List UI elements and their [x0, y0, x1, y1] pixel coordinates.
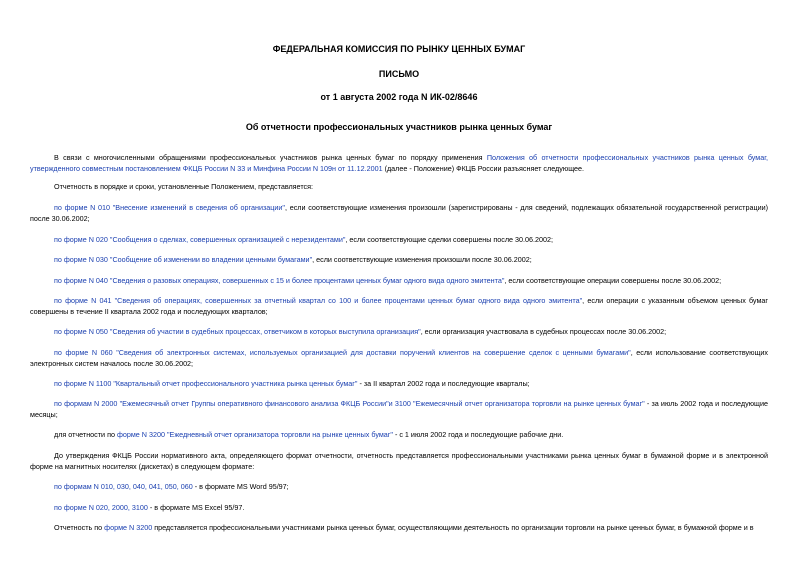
- text: - с 1 июля 2002 года и последующие рабочие дни.: [392, 430, 564, 439]
- text: для отчетности по: [54, 430, 117, 439]
- form-040-link[interactable]: по форме N 040 "Сведения о разовых операциях, совершенных с 15 и более процентами ценных бумаг одного вида одного эмитента": [54, 276, 505, 285]
- text: , если соответствующие сделки совершены после 30.06.2002;: [345, 235, 553, 244]
- paragraph-form-3200: [30, 522, 768, 533]
- form-3200-link[interactable]: форме N 3200 "Ежедневный отчет организатора торговли на рынке ценных бумаг": [116, 430, 393, 439]
- agency-title: ФЕДЕРАЛЬНАЯ КОМИССИЯ ПО РЫНКУ ЦЕННЫХ БУМАГ: [272, 44, 526, 54]
- doc-subject: Об отчетности профессиональных участников рынка ценных бумаг: [245, 122, 553, 132]
- item-form-3200: [30, 429, 768, 440]
- doc-date-number: от 1 августа 2002 года N ИК-02/8646: [320, 92, 478, 102]
- item-form-020: [30, 234, 768, 245]
- form-020-link[interactable]: по форме N 020 "Сообщения о сделках, совершенных организацией с нерезидентами": [54, 235, 346, 244]
- item-form-041: [30, 295, 768, 317]
- text: В связи с многочисленными обращениями профессиональных участников рынка ценных бумаг по порядку применения: [54, 153, 483, 162]
- text: , если операции с указанным объемом ценных бумаг совершены в течение II квартала 2002 года и последующих кварталов;: [30, 296, 768, 316]
- doc-type: ПИСЬМО: [378, 69, 420, 79]
- item-form-060: [30, 347, 768, 369]
- text: - в формате MS Word 95/97;: [192, 482, 289, 491]
- excel-forms-link[interactable]: по форме N 020, 2000, 3100: [54, 503, 148, 512]
- item-form-010: [30, 202, 768, 224]
- item-form-050: [30, 326, 768, 337]
- text: , если соответствующие операции совершены после 30.06.2002;: [504, 276, 722, 285]
- text: - в формате MS Excel 95/97.: [147, 503, 245, 512]
- text: , если соответствующие изменения произошли после 30.06.2002;: [312, 255, 532, 264]
- regulation-link[interactable]: Положения об отчетности профессиональных участников рынка ценных бумаг, утвержденного совместным постановлением ФКЦБ России N 33 и Минфина России N 109н от 11.12.2001: [30, 153, 768, 173]
- form-2000-3100-link[interactable]: по формам N 2000 "Ежемесячный отчет Группы оперативного финансового анализа ФКЦБ России"и 3100 "Ежемесячный отчет организатора торговли на рынке ценных бумаг": [54, 399, 645, 408]
- paragraph-format: До утверждения ФКЦБ России нормативного акта, определяющего формат отчетности, отчетность представляется профессиональными участниками рынка ценных бумаг в бумажной форме и в электронной форме на магнитных носителях (дискетах) в следующем формате:: [30, 451, 768, 471]
- item-form-1100: [30, 378, 768, 389]
- text: , если соответствующие изменения произошли (зарегистрированы - для сведений, подлежащих обязательной государственной регистрации) после 30.06.2002;: [30, 203, 768, 223]
- text: - за июль 2002 года и последующие месяцы;: [30, 399, 768, 419]
- text: , если использование соответствующих электронных систем началось после 30.06.2002;: [30, 348, 768, 368]
- text: (далее - Положение) ФКЦБ России разъясняет следующее.: [384, 164, 585, 173]
- paragraph-schedule: Отчетность в порядке и сроки, установленные Положением, представляется:: [54, 182, 314, 191]
- form-3200-link-2[interactable]: форме N 3200: [104, 523, 153, 532]
- form-041-link[interactable]: по форме N 041 "Сведения об операциях, совершенных за отчетный квартал со 100 и более процентами ценных бумаг одного вида одного эмитента": [54, 296, 583, 305]
- text: - за II квартал 2002 года и последующие кварталы;: [357, 379, 530, 388]
- item-form-2000-3100: [30, 398, 768, 420]
- word-forms-link[interactable]: по формам N 010, 030, 040, 041, 050, 060: [54, 482, 193, 491]
- text: представляется профессиональными участниками рынка ценных бумаг, осуществляющими деятельность по организации торговли на рынке ценных бумаг, в бумажной форме и в: [152, 523, 754, 532]
- form-1100-link[interactable]: по форме N 1100 "Квартальный отчет профессионального участника рынка ценных бумаг": [54, 379, 358, 388]
- item-word-format: [30, 481, 768, 492]
- item-excel-format: [30, 502, 768, 513]
- paragraph-intro: [30, 152, 768, 174]
- form-010-link[interactable]: по форме N 010 "Внесение изменений в сведения об организации": [54, 203, 285, 212]
- text: , если организация участвовала в судебных процессах после 30.06.2002;: [420, 327, 667, 336]
- form-030-link[interactable]: по форме N 030 "Сообщение об изменении во владении ценными бумагами": [54, 255, 313, 264]
- item-form-040: [30, 275, 768, 286]
- form-060-link[interactable]: по форме N 060 "Сведения об электронных системах, используемых организацией для доставки поручений клиентов на совершение сделок с ценными бумагами": [54, 348, 631, 357]
- form-050-link[interactable]: по форме N 050 "Сведения об участии в судебных процессах, ответчиком в которых выступила организация": [54, 327, 421, 336]
- text: Отчетность по: [54, 523, 105, 532]
- item-form-030: [30, 254, 768, 265]
